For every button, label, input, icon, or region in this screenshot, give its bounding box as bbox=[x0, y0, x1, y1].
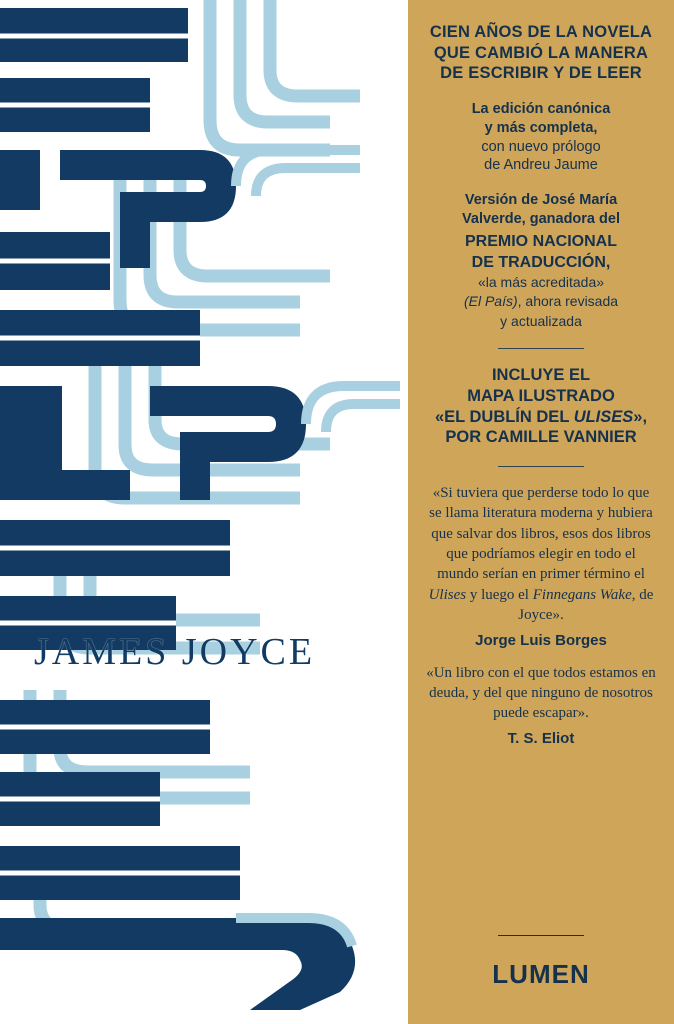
author-name: JAMES JOYCE bbox=[34, 631, 316, 673]
divider-1 bbox=[498, 348, 584, 349]
map-line-4: POR CAMILLE VANNIER bbox=[445, 428, 637, 447]
quote-borges-italic-1: Ulises bbox=[428, 586, 467, 603]
map-line-3 bbox=[426, 407, 656, 428]
quote-borges-author: Jorge Luis Borges bbox=[475, 631, 607, 649]
map-line-1: INCLUYE EL bbox=[491, 366, 591, 385]
quote-borges-post: , de Joyce». bbox=[518, 586, 654, 624]
map-title-italic: ULISES bbox=[573, 407, 634, 426]
headline: CIEN AÑOS DE LA NOVELA QUE CAMBIÓ LA MANERA DE ESCRIBIR Y DE LEER bbox=[429, 23, 653, 83]
publisher-imprint: LUMEN bbox=[492, 959, 590, 989]
cover-text-panel bbox=[408, 0, 674, 1024]
quote-borges-pre: «Si tuviera que perderse todo lo que se llama literatura moderna y hubiera que salvar dos libros, esos dos libros que podríamos elegir en todo el mundo serían en primer término el bbox=[429, 484, 653, 583]
version-line-1: Versión de José María bbox=[464, 192, 618, 209]
prize-line-2: DE TRADUCCIÓN, bbox=[471, 253, 611, 271]
praise-source: (El País) bbox=[463, 293, 518, 310]
praise-line-2-rest: , ahora revisada bbox=[517, 293, 619, 310]
praise-line-2 bbox=[426, 292, 656, 310]
prize-line-1: PREMIO NACIONAL bbox=[465, 232, 617, 250]
version-line-2: Valverde, ganadora del bbox=[462, 211, 620, 228]
quote-borges bbox=[426, 483, 656, 626]
divider-2 bbox=[498, 466, 584, 467]
quote-borges-mid: y luego el bbox=[466, 586, 533, 603]
quote-borges-italic-2: Finnegans Wake bbox=[532, 586, 632, 603]
praise-line-3: y actualizada bbox=[500, 312, 582, 329]
quote-eliot bbox=[426, 663, 656, 724]
map-line-3-post: », bbox=[633, 407, 648, 426]
praise-line-1: «la más acreditada» bbox=[477, 273, 605, 290]
map-block bbox=[426, 365, 656, 448]
edition-block bbox=[426, 100, 656, 175]
divider-3 bbox=[498, 935, 584, 936]
version-block bbox=[426, 191, 656, 330]
edition-line-1: La edición canónica bbox=[471, 100, 611, 117]
edition-line-3: con nuevo prólogo bbox=[481, 138, 601, 155]
quote-eliot-text: «Un libro con el que todos estamos en deuda, y del que ninguno de nosotros puede escapar». bbox=[426, 664, 656, 722]
map-line-3-pre: «EL DUBLÍN DEL bbox=[434, 407, 574, 426]
edition-line-2: y más completa, bbox=[484, 119, 598, 136]
quote-eliot-author: T. S. Eliot bbox=[507, 729, 575, 747]
map-line-2: MAPA ILUSTRADO bbox=[467, 386, 615, 405]
edition-line-4: de Andreu Jaume bbox=[484, 157, 598, 174]
